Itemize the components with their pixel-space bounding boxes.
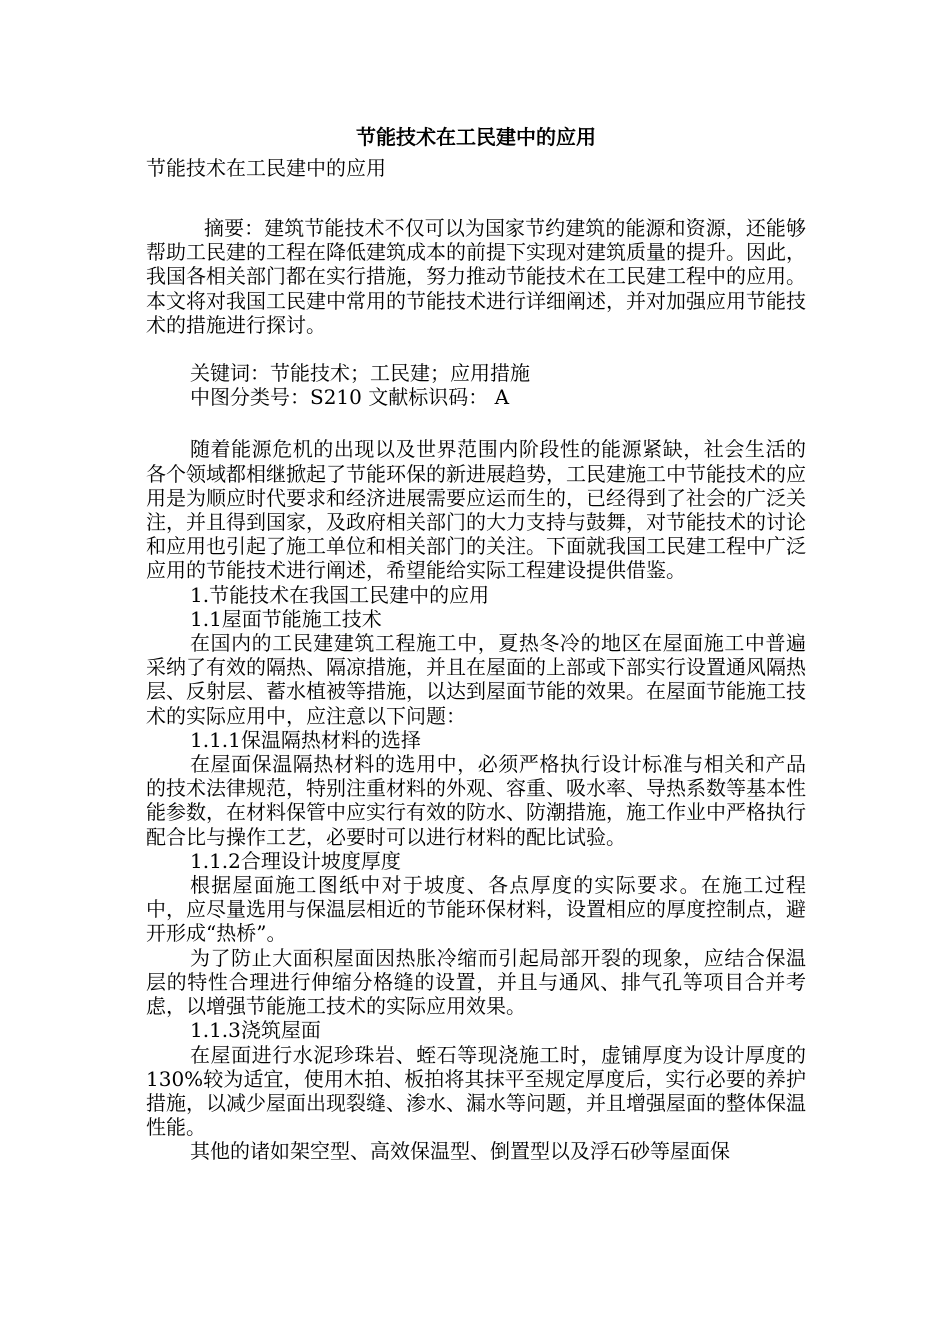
- paragraph-continued: 其他的诸如架空型、高效保温型、倒置型以及浮石砂等屋面保: [190, 1139, 730, 1164]
- section-heading-1: 1.节能技术在我国工民建中的应用: [190, 582, 490, 607]
- paragraph-1-1: 在国内的工民建建筑工程施工中，夏热冬冷的地区在屋面施工中普遍采纳了有效的隔热、隔凉措施，并且在屋面的上部或下部实行设置通风隔热层、反射层、蓄水植被等措施，以达到屋面节能的效果。在屋面节能施工技术的实际应用中，应注意以下问题：: [146, 631, 806, 728]
- spacer: [146, 409, 806, 433]
- paragraph-1-1-1: 在屋面保温隔热材料的选用中，必须严格执行设计标准与相关和产品的技术法律规范，特别注重材料的外观、容重、吸水率、导热系数等基本性能参数，在材料保管中应实行有效的防水、防潮措施，施工作业中严格执行配合比与操作工艺，必要时可以进行材料的配比试验。: [146, 752, 806, 849]
- spacer: [146, 180, 806, 204]
- intro-paragraph: 随着能源危机的出现以及世界范围内阶段性的能源紧缺，社会生活的各个领域都相继掀起了节能环保的新进展趋势，工民建施工中节能技术的应用是为顺应时代要求和经济进展需要应运而生的，已经得到了社会的广泛关注，并且得到国家，及政府相关部门的大力支持与鼓舞，对节能技术的讨论和应用也引起了施工单位和相关部门的关注。下面就我国工民建工程中广泛应用的节能技术进行阐述，希望能给实际工程建设提供借鉴。: [146, 437, 806, 583]
- section-heading-1-1-2: 1.1.2合理设计坡度厚度: [190, 848, 401, 873]
- paragraph-1-1-2b: 为了防止大面积屋面因热胀冷缩而引起局部开裂的现象，应结合保温层的特性合理进行伸缩分格缝的设置，并且与通风、排气孔等项目合并考虑，以增强节能施工技术的实际应用效果。: [146, 945, 806, 1019]
- paragraph-1-1-3: 在屋面进行水泥珍珠岩、蛭石等现浇施工时，虚铺厚度为设计厚度的130%较为适宜，使用木拍、板拍将其抹平至规定厚度后，实行必要的养护措施，以减少屋面出现裂缝、渗水、漏水等问题，并且增强屋面的整体保温性能。: [146, 1042, 806, 1140]
- spacer: [146, 337, 806, 361]
- paragraph-1-1-2a: 根据屋面施工图纸中对于坡度、各点厚度的实际要求。在施工过程中，应尽量选用与保温层相近的节能环保材料，设置相应的厚度控制点，避开形成“热桥”。: [146, 873, 806, 946]
- keywords-line: 关键词：节能技术；工民建；应用措施: [190, 361, 530, 386]
- section-heading-1-1-1: 1.1.1保温隔热材料的选择: [190, 727, 421, 752]
- document-subtitle: 节能技术在工民建中的应用: [146, 156, 386, 180]
- document-page: [146, 118, 806, 1164]
- section-heading-1-1: 1.1屋面节能施工技术: [190, 606, 382, 631]
- section-heading-1-1-3: 1.1.3浇筑屋面: [190, 1018, 321, 1043]
- classification-line: 中图分类号：S210 文献标识码： A: [190, 385, 510, 410]
- document-title: 节能技术在工民建中的应用: [356, 125, 596, 149]
- abstract-paragraph: 摘要：建筑节能技术不仅可以为国家节约建筑的能源和资源，还能够帮助工民建的工程在降低建筑成本的前提下实现对建筑质量的提升。因此，我国各相关部门都在实行措施，努力推动节能技术在工民建工程中的应用。本文将对我国工民建中常用的节能技术进行详细阐述，并对加强应用节能技术的措施进行探讨。: [146, 216, 806, 337]
